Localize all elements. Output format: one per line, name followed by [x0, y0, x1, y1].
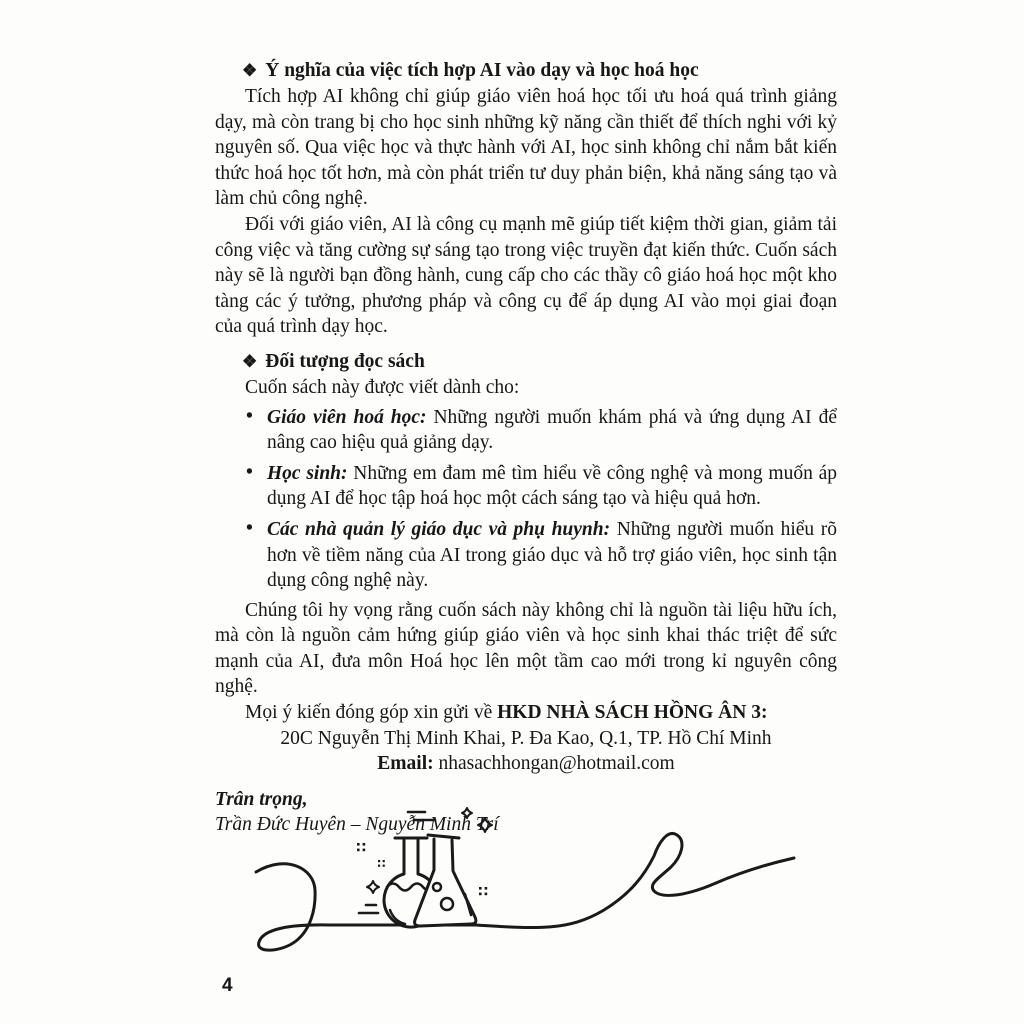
section-heading-text: Đối tượng đọc sách — [265, 350, 425, 372]
email-value: nhasachhongan@hotmail.com — [438, 753, 675, 775]
publisher-address: 20C Nguyễn Thị Minh Khai, P. Đa Kao, Q.1, TP. Hồ Chí Minh — [280, 727, 772, 749]
author-names: Trần Đức Huyên – Nguyễn Minh Trí — [215, 814, 499, 836]
feedback-prefix: Mọi ý kiến đóng góp xin gửi về — [245, 702, 498, 724]
list-item-managers-parents — [215, 517, 837, 594]
list-item-students — [215, 461, 837, 512]
list-item-label: Giáo viên hoá học: — [267, 406, 427, 428]
audience-intro: Cuốn sách này được viết dành cho: — [245, 376, 520, 398]
diamond-bullet-icon: ❖ — [242, 61, 258, 80]
bullet-dot-icon: • — [246, 461, 253, 483]
feedback-line — [215, 700, 837, 726]
list-item-text: Những người muốn khám phá và ứng dụng AI để nâng cao hiệu quả giảng dạy. — [267, 406, 837, 454]
list-item-teachers — [215, 405, 837, 456]
section-heading-meaning — [215, 57, 837, 84]
list-item-text: Những em đam mê tìm hiểu về công nghệ và mong muốn áp dụng AI để học tập hoá học một cách sáng tạo và hiệu quả hơn. — [267, 462, 838, 510]
paragraph-closing-hope: Chúng tôi hy vọng rằng cuốn sách này không chỉ là nguồn tài liệu hữu ích, mà còn là nguồn cảm hứng giúp giáo viên và học sinh khai thác triệt để sức mạnh của AI, đưa môn Hoá học lên một tầm cao mới trong kỉ nguyên công nghệ. — [215, 599, 837, 698]
page-number: 4 — [222, 975, 233, 996]
chemistry-flasks-doodle — [238, 784, 798, 964]
bullet-dot-icon: • — [246, 405, 253, 427]
sign-off: Trân trọng, — [215, 788, 308, 810]
bullet-dot-icon: • — [246, 517, 253, 539]
paragraph-ai-benefits-students: Tích hợp AI không chỉ giúp giáo viên hoá học tối ưu hoá quá trình giảng dạy, mà còn trang bị cho học sinh những kỹ năng cần thiết để thích nghi với kỷ nguyên số. Qua việc học và thực hành với AI, học sinh không chỉ nắm bắt kiến thức hoá học tốt hơn, mà còn phát triển tư duy phản biện, khả năng sáng tạo và làm chủ công nghệ. — [215, 86, 837, 210]
list-item-text: Những người muốn hiểu rõ hơn về tiềm năng của AI trong giáo dục và hỗ trợ giáo viên, học sinh tận dụng công nghệ này. — [267, 518, 838, 592]
diamond-bullet-icon: ❖ — [242, 351, 258, 371]
publisher-email-line — [215, 751, 837, 777]
page-content — [215, 57, 837, 838]
paragraph-ai-benefits-teachers: Đối với giáo viên, AI là công cụ mạnh mẽ giúp tiết kiệm thời gian, giảm tải công việc và tăng cường sự sáng tạo trong việc truyền đạt kiến thức. Cuốn sách này sẽ là người bạn đồng hành, cung cấp cho các thầy cô giáo hoá học một kho tàng các ý tưởng, phương pháp và công cụ để áp dụng AI vào mọi giai đoạn của quá trình dạy học. — [215, 213, 837, 338]
list-item-label: Học sinh: — [267, 462, 348, 484]
list-item-label: Các nhà quản lý giáo dục và phụ huynh: — [267, 518, 611, 540]
audience-list — [215, 405, 837, 594]
squiggle-line-icon — [256, 833, 794, 950]
section-heading-audience — [215, 348, 837, 375]
email-label: Email: — [377, 753, 434, 775]
section-heading-text: Ý nghĩa của việc tích hợp AI vào dạy và học hoá học — [265, 60, 699, 81]
publisher-name: HKD NHÀ SÁCH HỒNG ÂN 3: — [497, 702, 768, 724]
